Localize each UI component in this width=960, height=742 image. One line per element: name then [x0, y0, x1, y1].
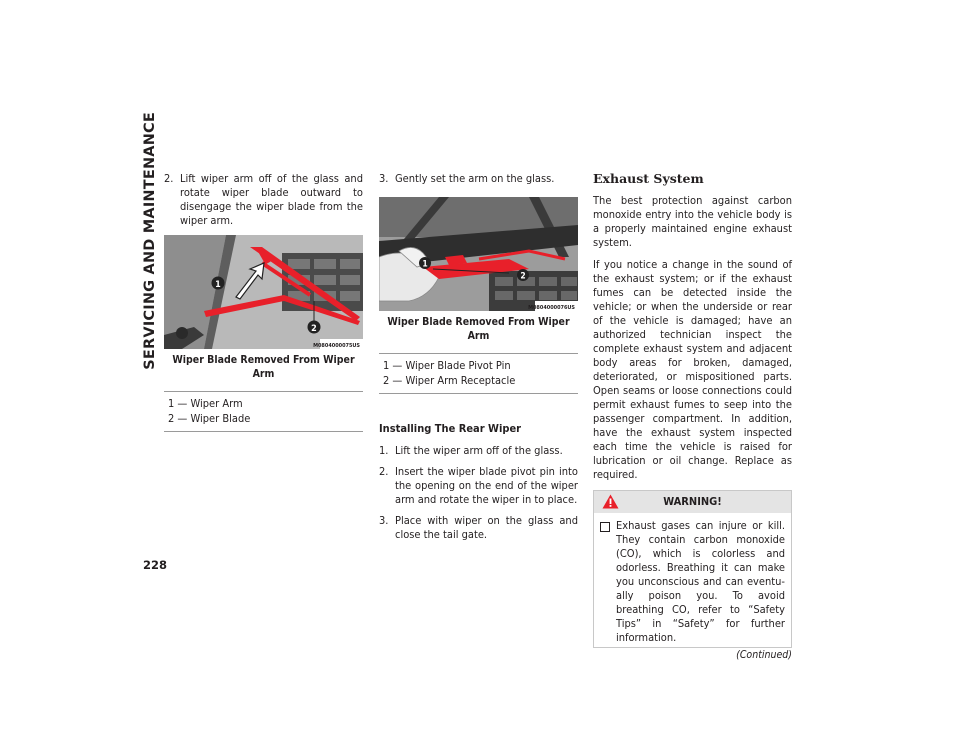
step-text: Gently set the arm on the glass.: [395, 172, 555, 185]
figure-caption: Wiper Blade Removed From Wiper Arm: [387, 316, 570, 342]
paragraph: If you notice a change in the sound of the exhaust system; or if the exhaust fumes can be detected inside the vehicle; or when the underside or rear of the vehicle is damaged; have an authorized technician inspect the complete exhaust system and adjacent body areas for broken, damaged, deteriorated, or mispositioned parts. Open seams or loose connections could permit exhaust fumes to seep into the passenger compartment. In addition, have the exhaust system inspected each time the vehicle is raised for lubrication or oil change. Replace as required.: [593, 258, 792, 481]
figure-legend: [164, 391, 363, 432]
column-1: [164, 172, 363, 432]
step-number: 1.: [379, 444, 389, 457]
legend-item: 2 — Wiper Blade: [168, 412, 251, 425]
step-item: [164, 172, 363, 228]
step-item: [379, 444, 578, 458]
step-number: 3.: [379, 514, 389, 527]
callout-2: 2: [311, 324, 317, 334]
figure-code: M0804000076US: [528, 305, 575, 311]
callout-2: 2: [520, 271, 526, 282]
warning-item: [594, 513, 791, 647]
continued-label: (Continued): [736, 649, 792, 661]
warning-box: [593, 490, 792, 648]
section-title: SERVICING AND MAINTENANCE: [142, 112, 158, 370]
pivot-pin-figure: [379, 197, 578, 311]
callout-1: 1: [215, 280, 221, 290]
legend-item: 1 — Wiper Blade Pivot Pin: [383, 359, 511, 372]
figure-code: M0804000075US: [313, 343, 360, 349]
step-number: 3.: [379, 172, 389, 185]
step-item: [379, 465, 578, 507]
callout-1: 1: [422, 259, 428, 270]
legend-item: 1 — Wiper Arm: [168, 397, 243, 410]
wiper-arm-figure: [164, 235, 363, 349]
warning-text: Exhaust gases can injure or kill. They contain carbon monoxide (CO), which is colorless and odorless. Breathing it can make you unconscious and can eventu-ally poison you. To avoid breathing CO, refer to “Safety Tips” in “Safety” for further information.: [616, 519, 785, 644]
step-text: Lift wiper arm off of the glass and rotate wiper blade outward to disengage the wiper blade from the wiper arm.: [180, 172, 363, 227]
step-number: 2.: [379, 465, 389, 478]
step-text: Lift the wiper arm off of the glass.: [395, 444, 563, 457]
step-item: [379, 514, 578, 542]
bullet-box-icon: [600, 522, 610, 532]
paragraph: The best protection against carbon monoxide entry into the vehicle body is a properly maintained engine exhaust system.: [593, 194, 792, 249]
page-number: 228: [143, 558, 168, 572]
column-2: [379, 172, 578, 549]
warning-triangle-icon: [602, 494, 619, 509]
subheading: Installing The Rear Wiper: [379, 422, 522, 435]
step-text: Insert the wiper blade pivot pin into the opening on the end of the wiper arm and rotate the wiper in to place.: [395, 465, 578, 506]
step-item: [379, 172, 578, 186]
warning-title: WARNING!: [663, 495, 722, 508]
step-text: Place with wiper on the glass and close the tail gate.: [395, 514, 578, 541]
column-3: [593, 172, 792, 662]
step-number: 2.: [164, 172, 174, 185]
warning-header: [594, 491, 791, 513]
legend-item: 2 — Wiper Arm Receptacle: [383, 374, 516, 387]
section-heading: Exhaust System: [593, 171, 704, 186]
figure-legend: [379, 353, 578, 394]
figure-caption: Wiper Blade Removed From Wiper Arm: [172, 354, 355, 380]
